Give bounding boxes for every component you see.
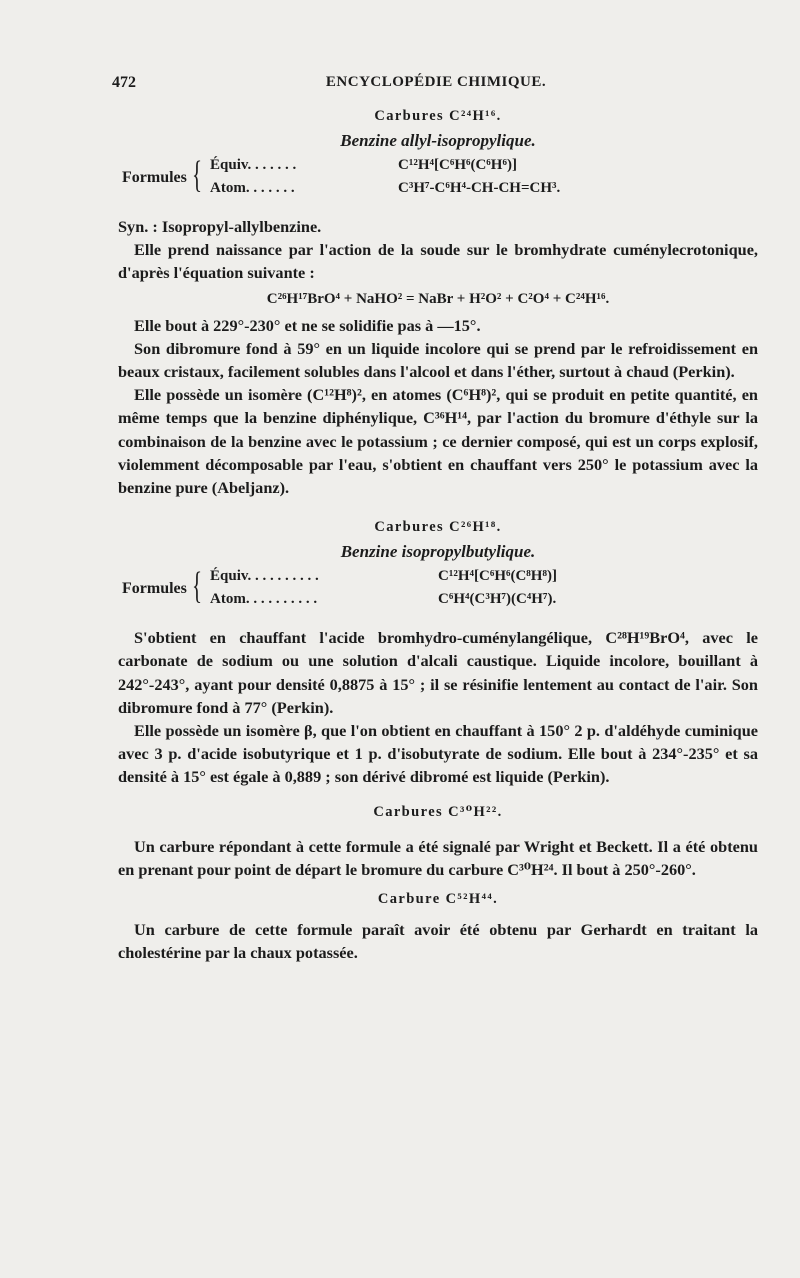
equiv-label: Équiv. . . . . . . xyxy=(210,157,297,173)
reaction-equation: C²⁶H¹⁷BrO⁴ + NaHO² = NaBr + H²O² + C²O⁴ + C²⁴H¹⁶. xyxy=(266,290,610,307)
paragraph: Elle bout à 229°-230° et ne se solidifie pas à —15°. xyxy=(134,315,481,335)
page-content xyxy=(118,108,758,964)
brace-icon: { xyxy=(192,154,203,196)
section-heading: Carbures C²⁴H¹⁶. xyxy=(374,108,502,124)
synonym-line: Syn. : Isopropyl-allylbenzine. xyxy=(118,217,322,236)
paragraph: Un carbure de cette formule paraît avoir été obtenu par Gerhardt en traitant la cholestérine par la chaux potassée. xyxy=(118,920,758,963)
page-number: 472 xyxy=(112,74,136,91)
paragraph: Un carbure répondant à cette formule a été signalé par Wright et Beckett. Il a été obtenu en prenant pour point de départ le bromure du carbure C³⁰H²⁴. Il bout à 250°-260°. xyxy=(118,836,758,879)
atom-label: Atom. . . . . . . . . . xyxy=(210,591,318,608)
atom-formula: C³H⁷-C⁶H⁴-CH-CH=CH³. xyxy=(398,180,561,196)
paragraph: Son dibromure fond à 59° en un liquide incolore qui se prend par le refroidissement en beaux cristaux, facilement solubles dans l'alcool et dans l'éther, surtout à chaud (Perkin). xyxy=(118,338,758,382)
formulas-label: Formules xyxy=(122,169,187,186)
paragraph: Elle possède un isomère β, que l'on obtient en chauffant à 150° 2 p. d'aldéhyde cuminique avec 3 p. d'acide isobutyrique et 1 p. d'isobutyrate de sodium. Elle bout à 234°-235° et sa densité à 15° est égale à 0,889 ; son dérivé dibromé est liquide (Perkin). xyxy=(118,721,758,787)
formulas-block xyxy=(118,154,758,205)
formulas-block xyxy=(118,565,758,616)
paragraph: Elle prend naissance par l'action de la soude sur le bromhydrate cuménylecrotonique, d'après l'équation suivante : xyxy=(118,240,758,283)
atom-label: Atom. . . . . . . xyxy=(210,180,295,196)
equiv-row xyxy=(210,157,517,174)
section-heading: Carbures C²⁶H¹⁸. xyxy=(374,519,502,536)
running-title: ENCYCLOPÉDIE CHIMIQUE. xyxy=(325,74,547,90)
formulas-label: Formules xyxy=(122,580,187,598)
paragraph: Elle possède un isomère (C¹²H⁸)², en atomes (C⁶H⁸)², qui se produit en petite quantité, en même temps que la benzine diphénylique, C³⁶H¹⁴, par l'action du bromure d'éthyle sur la combinaison de la benzine avec le potassium ; ce dernier composé, qui est un corps explosif, violemment décomposable par l'eau, s'obtient en chauffant vers 250° le potassium avec la benzine pure (Abeljanz). xyxy=(118,385,758,498)
paragraph: S'obtient en chauffant l'acide bromhydro-cuménylangélique, C²⁸H¹⁹BrO⁴, avec le carbonate de sodium ou une solution d'alcali caustique. Liquide incolore, bouillant à 242°-243°, ayant pour densité 0,8875 à 15° ; il se résinifie lentement au contact de l'air. Son dibromure fond à 77° (Perkin). xyxy=(118,628,758,717)
section-heading: Carbures C³⁰H²². xyxy=(373,803,503,820)
equiv-row xyxy=(210,568,557,585)
section-heading: Carbure C⁵²H⁴⁴. xyxy=(377,891,499,908)
compound-title: Benzine allyl-isopropylique. xyxy=(340,131,536,150)
page-header xyxy=(112,74,760,98)
atom-row xyxy=(210,591,557,608)
compound-title: Benzine isopropylbutylique. xyxy=(340,542,536,562)
atom-formula: C⁶H⁴(C³H⁷)(C⁴H⁷). xyxy=(438,591,557,608)
equiv-formula: C¹²H⁴[C⁶H⁶(C⁸H⁸)] xyxy=(438,568,557,585)
brace-icon: { xyxy=(192,565,203,608)
atom-row xyxy=(210,180,561,197)
equiv-formula: C¹²H⁴[C⁶H⁶(C⁶H⁶)] xyxy=(398,157,517,173)
equiv-label: Équiv. . . . . . . . . . xyxy=(210,568,319,585)
